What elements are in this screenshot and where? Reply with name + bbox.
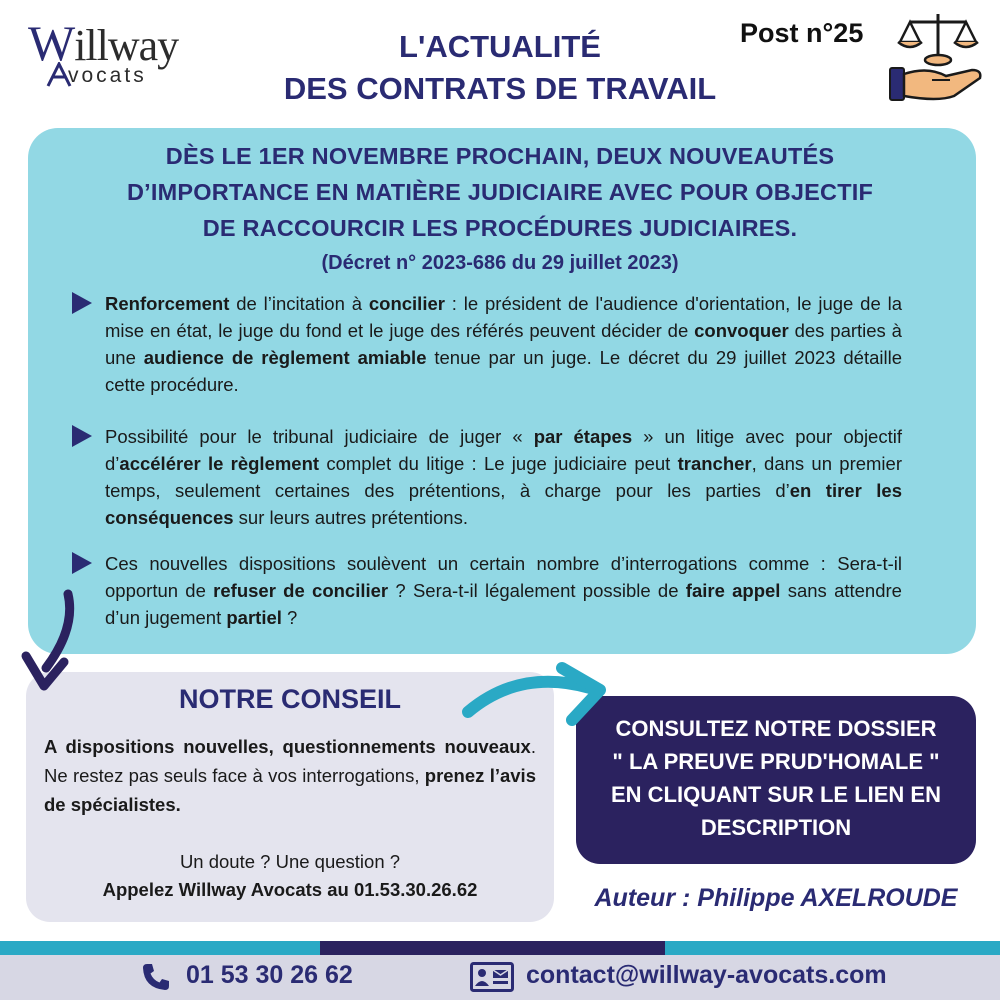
footer-stripe xyxy=(320,941,665,955)
footer-stripe xyxy=(665,941,1000,955)
post-number: Post n°25 xyxy=(740,18,864,48)
decree-reference: (Décret n° 2023-686 du 29 juillet 2023) xyxy=(321,252,679,274)
triangle-bullet-icon xyxy=(72,552,92,574)
triangle-bullet-icon xyxy=(72,292,92,314)
triangle-bullet-icon xyxy=(72,425,92,447)
bullet-text: Possibilité pour le tribunal judiciaire de juger « par étapes » un litige avec pour objectif d’accélérer le règlement complet du litige : Le juge judiciaire peut trancher, dans un premier temps, seulement certaines des prétentions, à charge pour les parties d’en tirer les conséquences sur leurs autres prétentions. xyxy=(105,426,902,528)
scale-hand-icon xyxy=(888,8,988,104)
conseil-title: NOTRE CONSEIL xyxy=(178,684,401,714)
author-credit: Auteur : Philippe AXELROUDE xyxy=(594,884,958,912)
bullet-item-interrogations xyxy=(72,550,902,631)
willway-logo xyxy=(28,10,218,90)
curved-arrow-right-icon xyxy=(440,660,620,740)
bullet-text: Renforcement de l’incitation à concilier : le président de l'audience d'orientation, le juge de la mise en état, le juge du fond et le juge des référés peuvent décider de convoquer des parties à une audience de règlement amiable tenue par un juge. Le décret du 29 juillet 2023 détaille cette procédure. xyxy=(105,293,903,395)
footer-stripe xyxy=(0,941,320,955)
logo-wordmark: Willway xyxy=(28,15,179,71)
bullet-item-conciliation xyxy=(72,290,902,398)
contact-card-icon xyxy=(470,962,514,992)
call-to-action[interactable]: Appelez Willway Avocats au 01.53.30.26.62 xyxy=(102,879,478,900)
conseil-text: A dispositions nouvelles, questionnements nouveaux. Ne restez pas seuls face à vos interrogations, prenez l’avis de spécialistes. xyxy=(44,736,536,815)
phone-icon xyxy=(140,961,172,993)
footer-email[interactable]: contact@willway-avocats.com xyxy=(526,961,887,989)
bullet-item-par-etapes xyxy=(72,423,902,531)
doubt-question: Un doute ? Une question ? xyxy=(179,851,401,872)
page-title: L'ACTUALITÉ DES CONTRATS DE TRAVAIL xyxy=(283,29,717,106)
headline: DÈS LE 1ER NOVEMBRE PROCHAIN, DEUX NOUVEAUTÉS D’IMPORTANCE EN MATIÈRE JUDICIAIRE AVEC POUR OBJECTIF DE RACCOURCIR LES PROCÉDURES JUDICIAIRES. xyxy=(126,143,874,241)
conseil-contact xyxy=(26,848,554,904)
dossier-link-text[interactable]: CONSULTEZ NOTRE DOSSIER " LA PREUVE PRUD'HOMALE " EN CLIQUANT SUR LE LIEN EN DESCRIPTION xyxy=(610,716,941,840)
logo-subtitle: vocats xyxy=(68,64,147,87)
footer-phone[interactable]: 01 53 30 26 62 xyxy=(186,961,353,989)
bullet-text: Ces nouvelles dispositions soulèvent un certain nombre d’interrogations comme : Sera-t-il opportun de refuser de concilier ? Sera-t-il légalement possible de faire appel sans attendre d’un jugement partiel ? xyxy=(105,553,902,628)
curved-arrow-down-icon xyxy=(10,588,100,708)
